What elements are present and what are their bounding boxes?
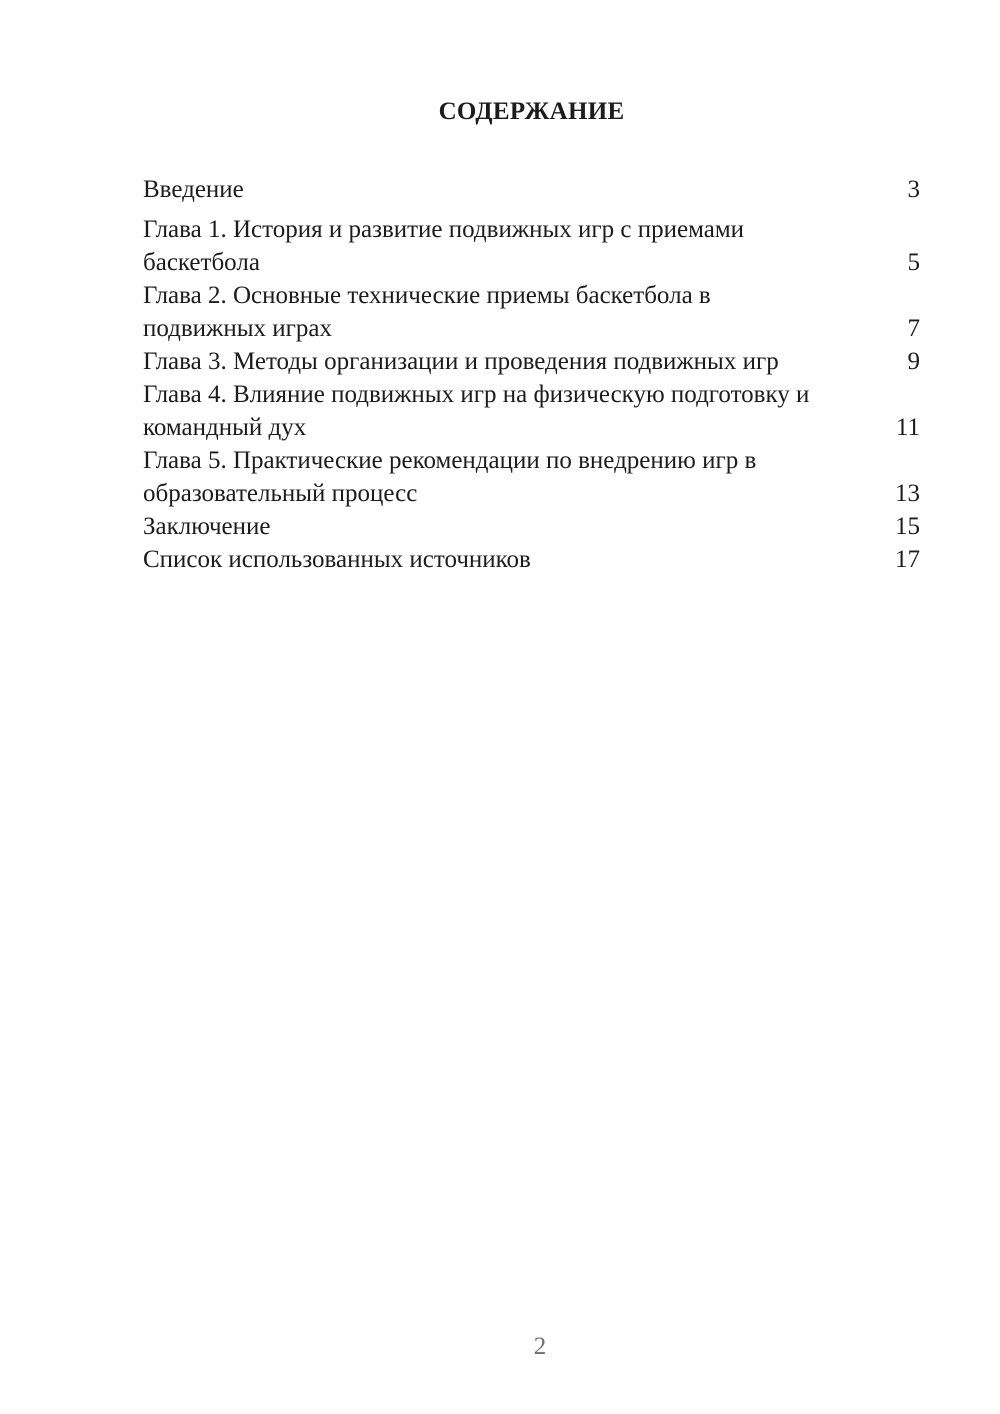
- toc-entry-label: Список использованных источников: [143, 546, 531, 573]
- toc-entry-label: Глава 3. Методы организации и проведения подвижных игр: [143, 348, 779, 375]
- toc-entry-page-number: 17: [895, 546, 920, 573]
- toc-entry: [143, 543, 920, 576]
- toc-entry-page-number: 11: [895, 414, 920, 441]
- toc-entry-label: Глава 2. Основные технические приемы баскетбола в подвижных играх: [143, 282, 711, 342]
- toc-entry: [143, 510, 920, 543]
- toc-entry: [143, 444, 920, 510]
- footer-page-number: 2: [533, 1333, 547, 1360]
- page-title: СОДЕРЖАНИЕ: [438, 98, 625, 125]
- toc-entry-page-number: 7: [907, 315, 920, 342]
- toc-entry: [143, 213, 920, 279]
- toc-entry-label: Глава 1. История и развитие подвижных игр с приемами баскетбола: [143, 216, 745, 276]
- toc-entry: [143, 378, 920, 444]
- toc-entry: [143, 345, 920, 378]
- toc-entry-label: Глава 4. Влияние подвижных игр на физическую подготовку и командный дух: [143, 381, 810, 441]
- toc-entry-page-number: 5: [907, 249, 920, 276]
- toc-entry-page-number: 15: [895, 513, 920, 540]
- toc-entry-label: Глава 5. Практические рекомендации по внедрению игр в образовательный процесс: [143, 447, 757, 507]
- toc-entry-page-number: 3: [907, 176, 920, 203]
- toc-entry-label: Заключение: [143, 513, 271, 540]
- toc-entry: [143, 173, 920, 206]
- toc-entry-page-number: 9: [907, 348, 920, 375]
- toc-entry-label: Введение: [143, 176, 244, 203]
- toc-entry-page-number: 13: [895, 480, 920, 507]
- table-of-contents: [143, 173, 920, 576]
- toc-entry: [143, 279, 920, 345]
